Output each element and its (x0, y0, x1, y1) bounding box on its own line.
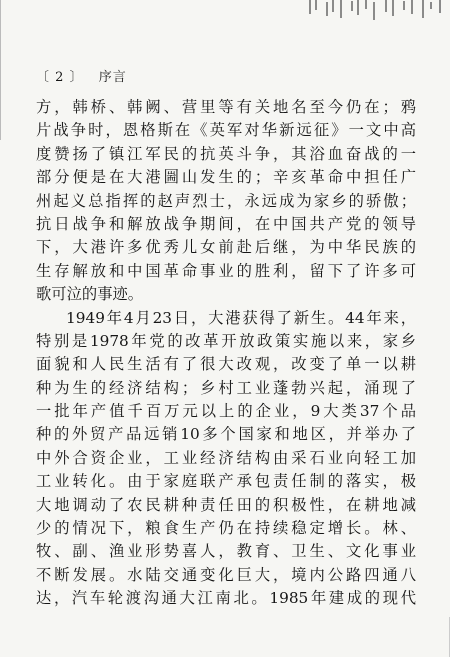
scan-speckle-marks (300, 0, 450, 28)
text-line: 下，大港许多优秀儿女前赴后继，为中华民族的 (36, 238, 416, 257)
scan-edge-left (0, 0, 11, 140)
text-line: 州起义总指挥的赵声烈士，永远成为家乡的骄傲； (36, 191, 416, 210)
text-line: 面貌和人民生活有了很大改观，改变了单一以耕 (36, 355, 416, 374)
text-line: 片战争时，恩格斯在《英军对华新远征》一文中高 (36, 121, 416, 140)
page-number: 〔 2 〕 (36, 70, 84, 85)
text-line: 不断发展。水陆交通变化巨大，境内公路四通八 (36, 565, 416, 584)
text-line: 生存解放和中国革命事业的胜利，留下了许多可 (36, 261, 416, 280)
text-line: 特别是1978年党的改革开放政策实施以来，家乡 (36, 331, 416, 350)
text-line: 少的情况下，粮食生产仍在持续稳定增长。林、 (36, 519, 416, 538)
text-line: 牧、副、渔业形势喜人，教育、卫生、文化事业 (36, 542, 416, 561)
text-line: 种的外贸产品远销10多个国家和地区，并举办了 (36, 425, 416, 444)
running-header (36, 66, 127, 85)
text-line: 度赞扬了镇江军民的抗英斗争，其浴血奋战的一 (36, 144, 416, 163)
text-line: 一批年产值千百万元以上的企业，9大类37个品 (36, 402, 416, 421)
body-text (36, 96, 416, 611)
scan-edge-right (429, 617, 450, 657)
text-line: 抗日战争和解放战争期间，在中国共产党的领导 (36, 214, 416, 233)
text-line: 工业转化。由于家庭联产承包责任制的落实，极 (36, 472, 416, 491)
text-line: 种为生的经济结构；乡村工业蓬勃兴起，涌现了 (36, 378, 416, 397)
text-line: 中外合资企业，工业经济结构由采石业向轻工加 (36, 448, 416, 467)
paragraph-start-line: 1949年4月23日，大港获得了新生。44年来， (66, 308, 416, 327)
text-line: 方，韩桥、韩阙、营里等有关地名至今仍在；鸦 (36, 98, 416, 116)
text-line: 大地调动了农民耕种责任田的积极性，在耕地减 (36, 495, 416, 514)
section-title: 序言 (98, 70, 127, 85)
text-line: 歌可泣的事迹。 (36, 285, 144, 304)
text-line: 达，汽车轮渡沟通大江南北。1985年建成的现代 (36, 589, 416, 608)
text-line: 部分便是在大港圌山发生的；辛亥革命中担任广 (36, 168, 416, 187)
